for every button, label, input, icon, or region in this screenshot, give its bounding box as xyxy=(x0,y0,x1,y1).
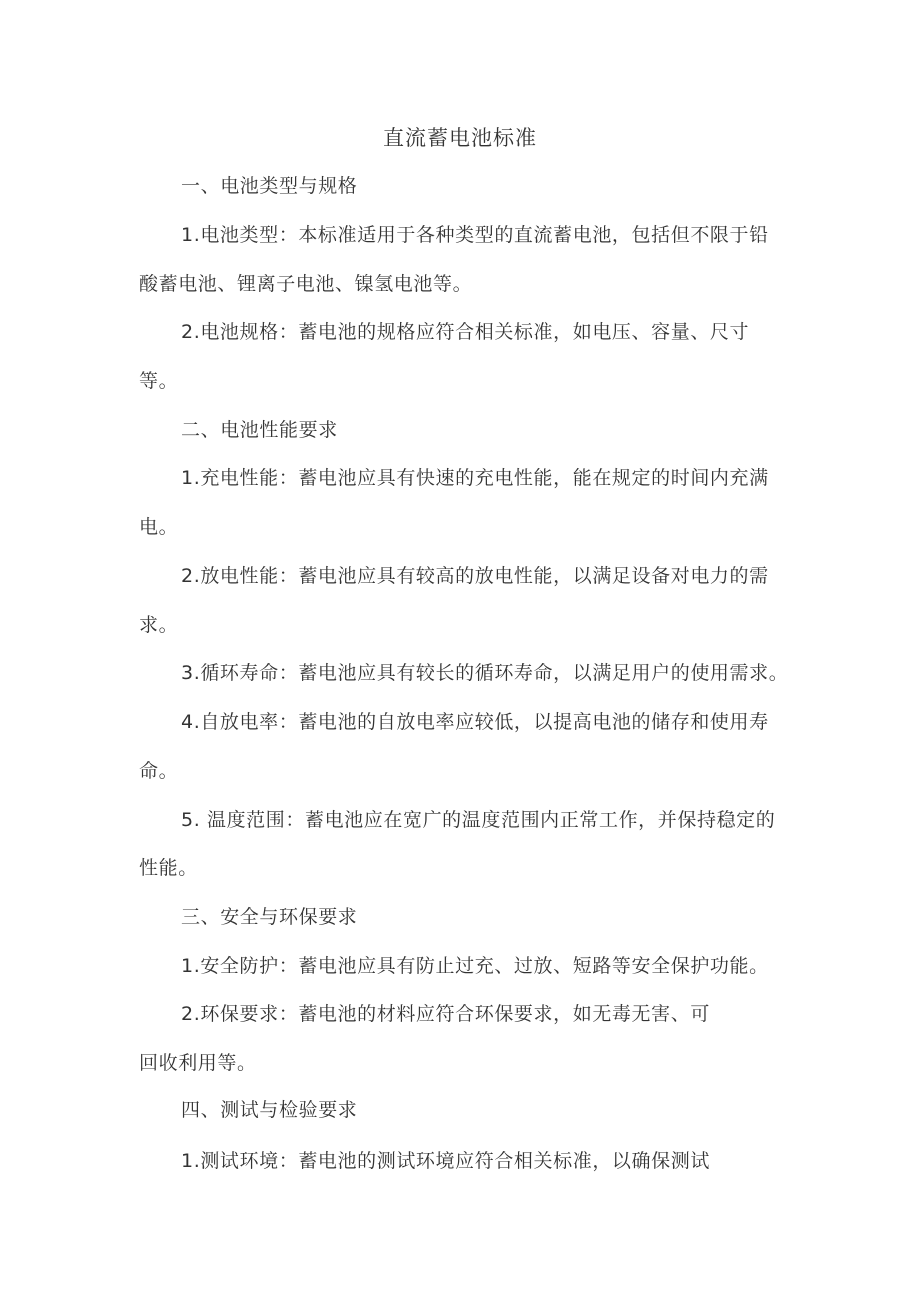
paragraph-line: 5. 温度范围：蓄电池应在宽广的温度范围内正常工作，并保持稳定的 xyxy=(181,809,776,831)
paragraph-line: 1.电池类型：本标准适用于各种类型的直流蓄电池，包括但不限于铅 xyxy=(181,224,769,246)
paragraph-line: 2.放电性能：蓄电池应具有较高的放电性能，以满足设备对电力的需 xyxy=(181,565,769,587)
section-heading-1: 一、电池类型与规格 xyxy=(181,175,358,197)
paragraph-line: 性能。 xyxy=(139,857,198,879)
paragraph-line: 2.电池规格：蓄电池的规格应符合相关标准，如电压、容量、尺寸 xyxy=(181,321,750,343)
paragraph-line: 求。 xyxy=(139,614,179,636)
paragraph-line: 命。 xyxy=(139,760,179,782)
paragraph-line: 酸蓄电池、锂离子电池、镍氢电池等。 xyxy=(139,273,473,295)
section-heading-3: 三、安全与环保要求 xyxy=(181,906,358,928)
paragraph-line: 1.测试环境：蓄电池的测试环境应符合相关标准，以确保测试 xyxy=(181,1150,710,1172)
paragraph-line: 回收利用等。 xyxy=(139,1052,257,1074)
paragraph-line: 2.环保要求：蓄电池的材料应符合环保要求，如无毒无害、可 xyxy=(181,1003,710,1025)
paragraph-line: 4.自放电率：蓄电池的自放电率应较低，以提高电池的储存和使用寿 xyxy=(181,711,769,733)
paragraph-line: 1.充电性能：蓄电池应具有快速的充电性能，能在规定的时间内充满 xyxy=(181,467,769,489)
paragraph-line: 等。 xyxy=(139,370,179,392)
section-heading-2: 二、电池性能要求 xyxy=(181,419,338,441)
paragraph-line: 1.安全防护：蓄电池应具有防止过充、过放、短路等安全保护功能。 xyxy=(181,955,769,977)
paragraph-line: 3.循环寿命：蓄电池应具有较长的循环寿命，以满足用户的使用需求。 xyxy=(181,662,789,684)
paragraph-line: 电。 xyxy=(139,516,179,538)
document-title: 直流蓄电池标准 xyxy=(383,126,537,150)
section-heading-4: 四、测试与检验要求 xyxy=(181,1099,358,1121)
